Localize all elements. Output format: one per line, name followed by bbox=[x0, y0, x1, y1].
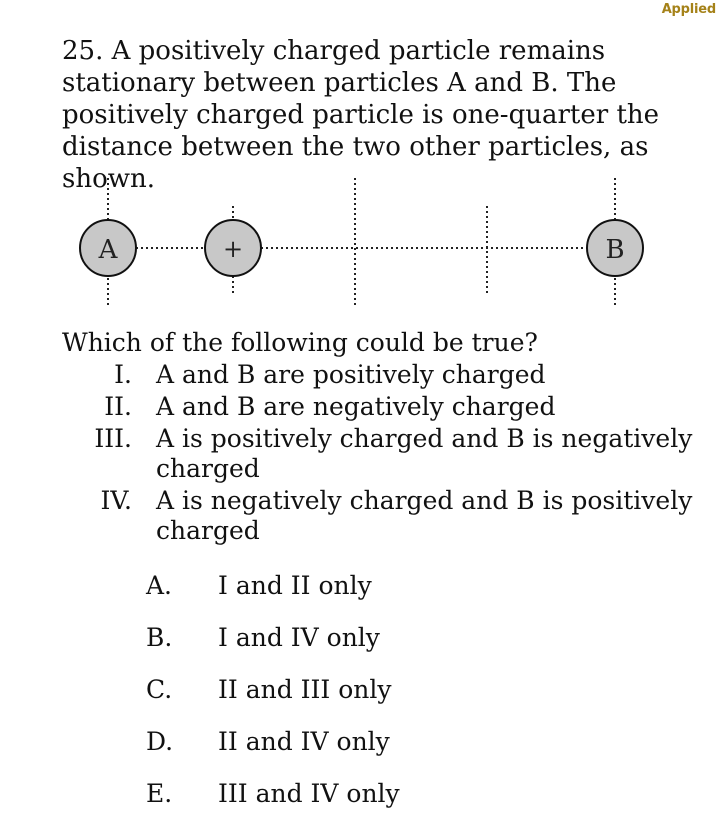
choice-letter: B. bbox=[146, 623, 173, 652]
choice-text: I and II only bbox=[218, 571, 372, 600]
choice-letter: D. bbox=[146, 727, 174, 756]
statement-item bbox=[62, 424, 702, 484]
statement-number: II. bbox=[104, 392, 132, 421]
answer-choice-d[interactable] bbox=[146, 727, 400, 779]
choice-text: II and IV only bbox=[218, 727, 390, 756]
statement-text: A is positively charged and B is negatively charged bbox=[156, 424, 693, 483]
choice-text: III and IV only bbox=[218, 779, 400, 808]
particle-a-label: A bbox=[98, 235, 118, 265]
answer-choices bbox=[146, 571, 400, 831]
choice-letter: A. bbox=[146, 571, 173, 600]
question-prompt: Which of the following could be true? bbox=[62, 328, 538, 357]
statement-number: IV. bbox=[100, 486, 132, 515]
statement-item bbox=[62, 392, 702, 422]
answer-choice-a[interactable] bbox=[146, 571, 400, 623]
answer-choice-c[interactable] bbox=[146, 675, 400, 727]
particle-b-label: B bbox=[605, 235, 625, 265]
particle-positive-label: + bbox=[222, 235, 244, 263]
particle-a bbox=[80, 220, 136, 276]
statement-number: I. bbox=[114, 360, 132, 389]
answer-choice-e[interactable] bbox=[146, 779, 400, 831]
choice-letter: C. bbox=[146, 675, 173, 704]
statement-number: III. bbox=[94, 424, 132, 453]
particle-positive bbox=[205, 220, 261, 276]
statement-list bbox=[62, 360, 702, 548]
choice-text: II and III only bbox=[218, 675, 392, 704]
statement-text: A and B are negatively charged bbox=[156, 392, 556, 421]
charge-diagram bbox=[72, 176, 652, 316]
choice-letter: E. bbox=[146, 779, 173, 808]
statement-item bbox=[62, 360, 702, 390]
statement-text: A and B are positively charged bbox=[156, 360, 546, 389]
answer-choice-b[interactable] bbox=[146, 623, 400, 675]
statement-text: A is negatively charged and B is positively charged bbox=[156, 486, 693, 545]
choice-text: I and IV only bbox=[218, 623, 380, 652]
publisher-logo: Applied bbox=[661, 2, 716, 17]
particle-b bbox=[587, 220, 643, 276]
statement-item bbox=[62, 486, 702, 546]
question-text: 25. A positively charged particle remains stationary between particles A and B. The positively charged particle is one-quarter the distance between the two other particles, as shown. bbox=[62, 36, 660, 194]
